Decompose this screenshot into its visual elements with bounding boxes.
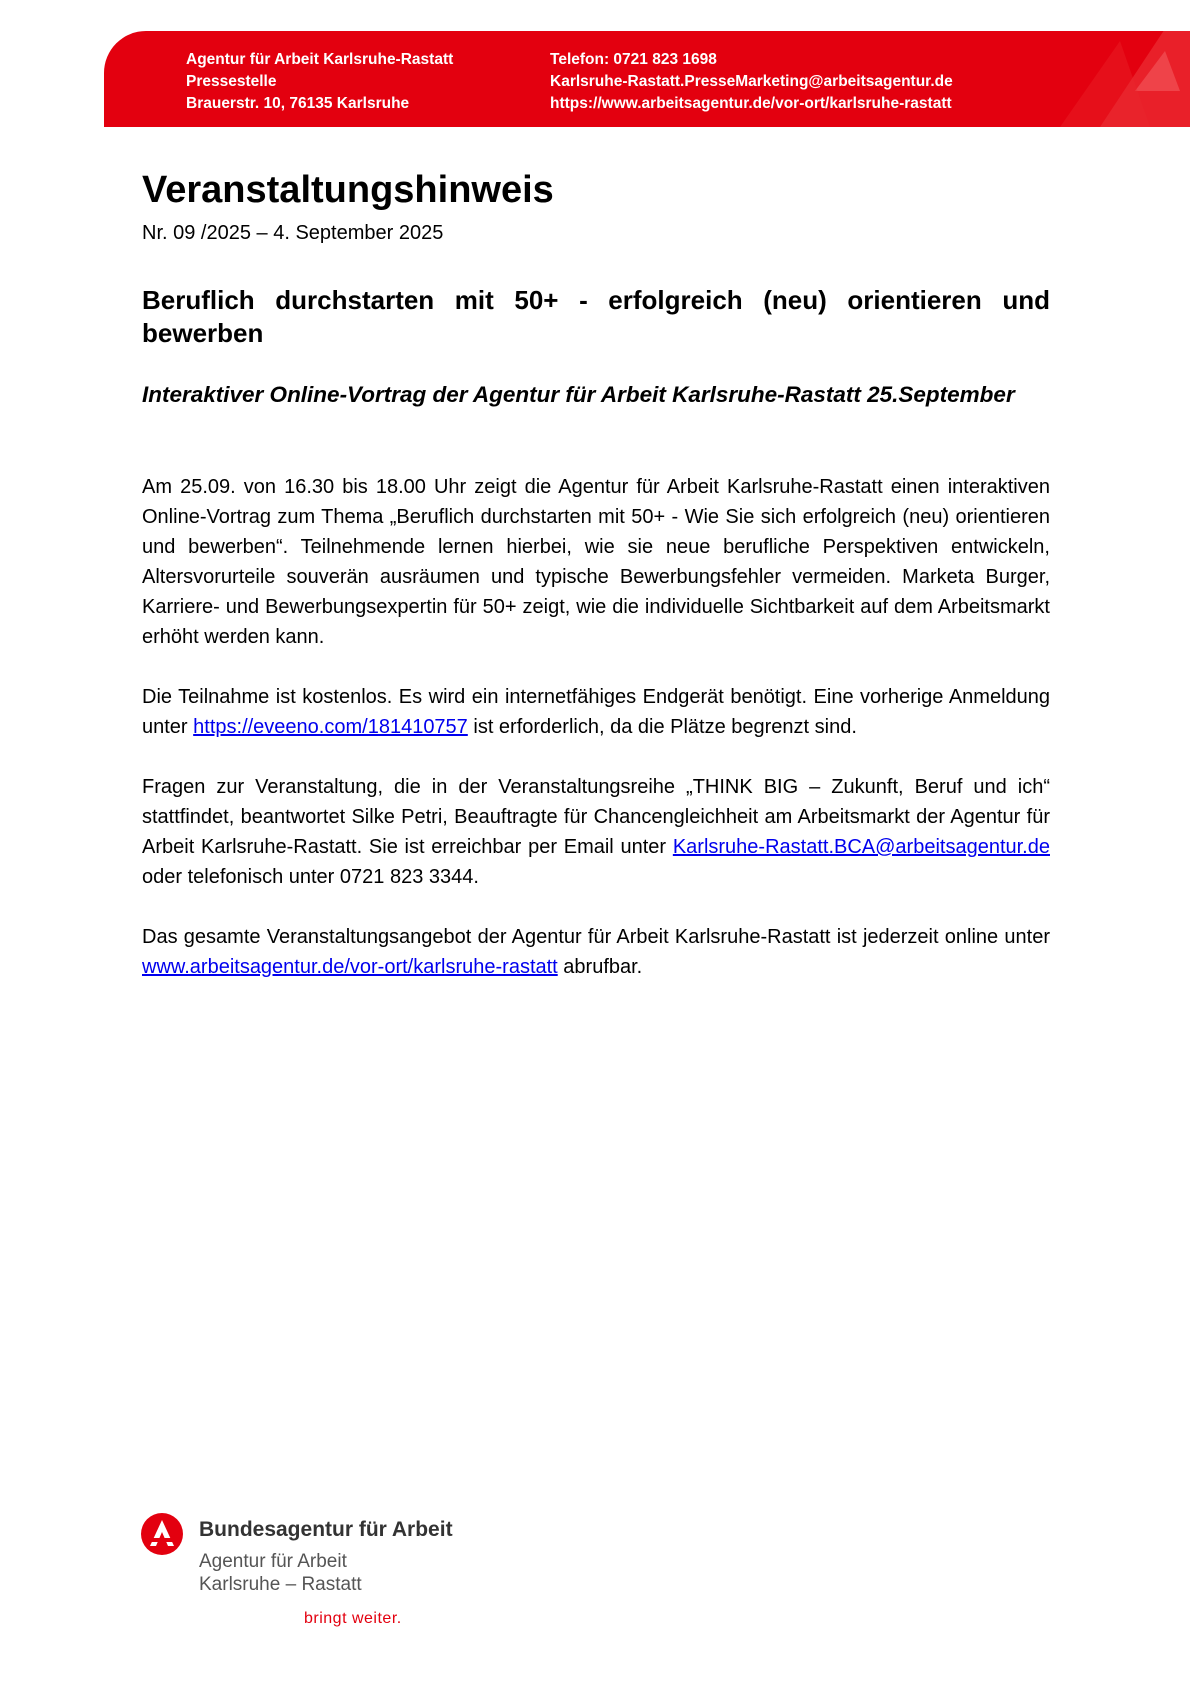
page-title: Veranstaltungshinweis: [142, 169, 554, 211]
footer-brand-name: Bundesagentur für Arbeit: [199, 1518, 453, 1541]
paragraph-contact: [142, 772, 1050, 892]
header-email[interactable]: Karlsruhe-Rastatt.PresseMarketing@arbeitsagentur.de: [550, 73, 953, 90]
header-address: [186, 49, 453, 115]
website-link[interactable]: www.arbeitsagentur.de/vor-ort/karlsruhe-rastatt: [142, 956, 558, 978]
paragraph-text: oder telefonisch unter 0721 823 3344.: [142, 866, 479, 888]
paragraph-text: Das gesamte Veranstaltungsangebot der Agentur für Arbeit Karlsruhe-Rastatt ist jederzeit online unter: [142, 926, 1050, 948]
header-triangle-decoration: [1040, 31, 1190, 127]
paragraph-text: ist erforderlich, da die Plätze begrenzt sind.: [467, 716, 857, 738]
header-banner: [104, 31, 1190, 127]
paragraph-registration: [142, 682, 1050, 742]
headline: Beruflich durchstarten mit 50+ - erfolgreich (neu) orientieren und bewerben: [142, 285, 1050, 348]
footer-agency-lines: [199, 1550, 362, 1596]
footer-agency-line: Karlsruhe – Rastatt: [199, 1574, 362, 1595]
contact-email-link[interactable]: Karlsruhe-Rastatt.BCA@arbeitsagentur.de: [672, 836, 1050, 858]
paragraph-event-description: Am 25.09. von 16.30 bis 18.00 Uhr zeigt die Agentur für Arbeit Karlsruhe-Rastatt einen interaktiven Online-Vortrag zum Thema „Beruflich durchstarten mit 50+ - Wie Sie sich erfolgreich (neu) orientieren und bewerben“. Teilnehmende lernen hierbei, wie sie neue berufliche Perspektiven entwickeln, Altersvorurteile souverän ausräumen und typische Bewerbungsfehler vermeiden. Marketa Burger, Karriere- und Bewerbungsexpertin für 50+ zeigt, wie die individuelle Sichtbarkeit auf dem Arbeitsmarkt erhöht werden kann.: [142, 476, 1050, 648]
paragraph-offer: [142, 922, 1050, 982]
paragraph-text: abrufbar.: [557, 956, 643, 978]
ba-logo-icon: [140, 1512, 184, 1556]
registration-link[interactable]: https://eveeno.com/181410757: [193, 716, 468, 738]
footer-agency-line: Agentur für Arbeit: [199, 1551, 347, 1572]
release-number-date: Nr. 09 /2025 – 4. September 2025: [142, 222, 444, 244]
footer-tagline: bringt weiter.: [304, 1610, 402, 1627]
header-contact: [550, 49, 953, 115]
header-phone: Telefon: 0721 823 1698: [550, 51, 717, 68]
subheadline: Interaktiver Online-Vortrag der Agentur für Arbeit Karlsruhe-Rastatt 25.September: [142, 382, 1015, 407]
paragraph-text: Die Teilnahme ist kostenlos. Es wird ein internetfähiges Endgerät benötigt. Eine vorherige Anmeldung unter: [142, 686, 1050, 738]
paragraph-text: Fragen zur Veranstaltung, die in der Veranstaltungsreihe „THINK BIG – Zukunft, Beruf und ich“ stattfindet, beantwortet Silke Petri, Beauftragte für Chancengleichheit am Arbeitsmarkt der Agentur für Arbeit Karlsruhe-Rastatt. Sie ist erreichbar per Email unter: [142, 776, 1050, 858]
header-department: Pressestelle: [186, 73, 277, 90]
header-street: Brauerstr. 10, 76135 Karlsruhe: [186, 95, 410, 112]
header-website[interactable]: https://www.arbeitsagentur.de/vor-ort/karlsruhe-rastatt: [550, 95, 952, 112]
header-agency-name: Agentur für Arbeit Karlsruhe-Rastatt: [186, 51, 454, 68]
